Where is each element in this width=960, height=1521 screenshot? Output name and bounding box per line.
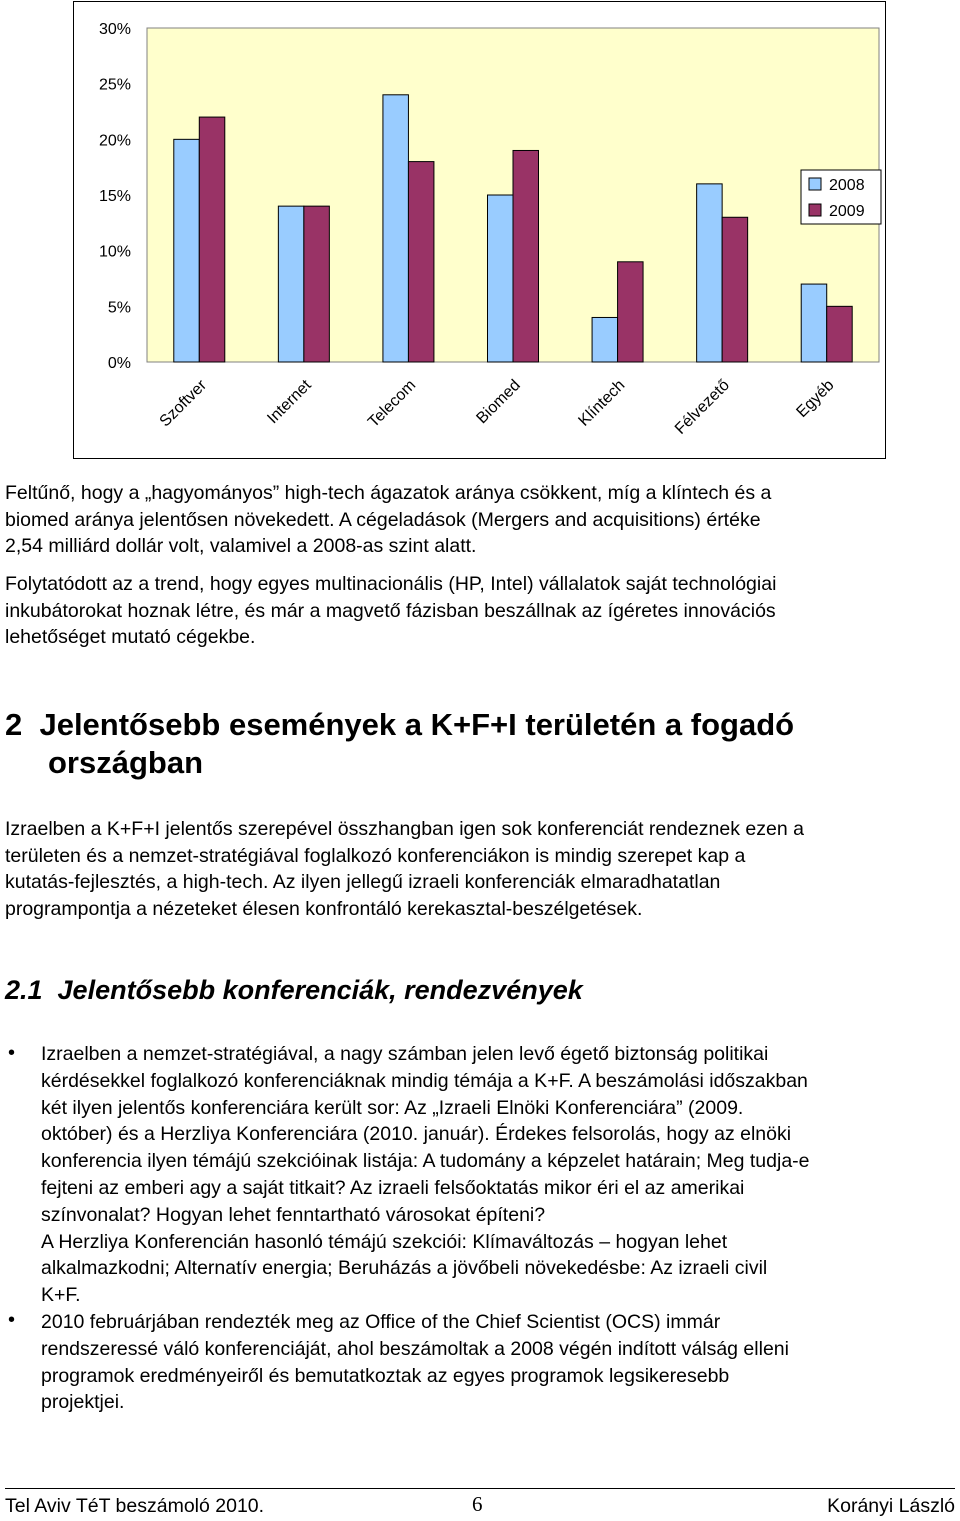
text-line: rendszeressé váló konferenciáját, ahol beszámoltak a 2008 végén indított válság elleni	[41, 1337, 789, 1360]
subsection-heading: 2.1 Jelentősebb konferenciák, rendezvények	[5, 975, 583, 1005]
paragraph-1	[5, 480, 955, 560]
text-line: alkalmazkodni; Alternatív energia; Beruházás a jövőbeli növekedésbe: Az izraeli civil	[41, 1257, 768, 1280]
bar-2008	[174, 139, 200, 362]
legend-swatch	[809, 178, 821, 190]
text-line: fejteni az emberi agy a saját titkait? Az izraeli felsőoktatás mikor éri el az amerikai	[41, 1176, 745, 1199]
text-line: 2,54 milliárd dollár volt, valamivel a 2008-as szint alatt.	[5, 535, 477, 557]
y-tick-label: 0%	[107, 355, 131, 372]
x-tick-label: Telecom	[365, 376, 420, 431]
text-line: biomed aránya jelentősen növekedett. A cégeladások (Mergers and acquisitions) értéke	[5, 508, 761, 531]
text-line: programpontja a nézeteket élesen konfrontáló kerekasztal-beszélgetések.	[5, 897, 643, 920]
y-tick-label: 15%	[98, 188, 131, 205]
legend-swatch	[809, 204, 821, 216]
text-line: 2010 februárjában rendezték meg az Office of the Chief Scientist (OCS) immár	[41, 1311, 721, 1333]
bar-2008	[383, 95, 409, 362]
bar-2009	[199, 117, 225, 362]
text-line: október) és a Herzliya Konferenciára (2010. január). Érdekes felsorolás, hogy az elnöki	[41, 1123, 792, 1146]
text-line: K+F.	[41, 1284, 81, 1307]
y-tick-label: 10%	[98, 243, 131, 261]
bullet-item-1	[41, 1041, 955, 1309]
paragraph-2	[5, 571, 955, 651]
bar-2009	[304, 206, 330, 362]
bar-2008	[278, 206, 304, 362]
bullet-marker: •	[8, 1042, 16, 1064]
paragraph-3	[5, 816, 955, 922]
bullet-item-2	[41, 1309, 955, 1416]
footer-left: Tel Aviv TéT beszámoló 2010.	[5, 1495, 265, 1517]
bar-2009	[618, 262, 644, 362]
text-line: területen és a nemzet-stratégiával foglalkozó konferenciákon is mindig szerepet kap a	[5, 844, 746, 867]
text-line: Folytatódott az a trend, hogy egyes multinacionális (HP, Intel) vállalatok saját technológiai	[5, 573, 777, 595]
text-line: Izraelben a K+F+I jelentős szerepével összhangban igen sok konferenciát rendeznek ezen a	[5, 818, 804, 840]
bar-2009	[827, 306, 853, 362]
text-line: két ilyen jelentős konferenciára került sor: Az „Izraeli Elnöki Konferenciára” (2009.	[41, 1096, 744, 1119]
bar-2008	[697, 184, 723, 362]
text-line: projektjei.	[41, 1391, 125, 1414]
text-line: konferencia ilyen témájú szekcióinak listája: A tudomány a képzelet határain; Meg tudja-e	[41, 1150, 810, 1173]
section-heading-line-2: országban	[48, 745, 204, 780]
text-line: programok eredményeiről és bemutatkoztak az egyes programok legsikeresebb	[41, 1364, 730, 1387]
x-tick-label: Félvezető	[671, 376, 733, 438]
footer-right: Korányi László	[827, 1495, 955, 1517]
legend-label: 2008	[829, 177, 865, 194]
bar-2008	[592, 317, 618, 362]
text-line: kutatás-fejlesztés, a high-tech. Az ilyen jellegű izraeli konferenciák elmaradhatatlan	[5, 871, 721, 893]
bar-2009	[722, 217, 748, 362]
y-tick-label: 30%	[98, 21, 131, 38]
bar-chart	[73, 1, 886, 459]
x-tick-label: Internet	[264, 376, 315, 428]
footer-divider	[5, 1488, 955, 1489]
y-tick-label: 5%	[107, 299, 131, 317]
text-line: Izraelben a nemzet-stratégiával, a nagy számban jelen levő égető biztonság politikai	[41, 1043, 769, 1065]
x-tick-label: Biomed	[473, 376, 524, 428]
text-line: Feltűnő, hogy a „hagyományos” high-tech ágazatok aránya csökkent, míg a klíntech és a	[5, 482, 772, 504]
bullet-marker: •	[8, 1309, 16, 1331]
x-tick-label: Szoftver	[156, 376, 211, 431]
chart-svg	[74, 2, 887, 460]
section-heading-line-1: 2 Jelentősebb események a K+F+I területén a fogadó	[5, 707, 795, 742]
text-line: kérdésekkel foglalkozó konferenciáknak mindig témája a K+F. A beszámolási időszakban	[41, 1069, 808, 1092]
bar-2009	[513, 150, 539, 362]
section-heading	[5, 706, 794, 782]
legend-label: 2009	[829, 203, 865, 220]
text-line: lehetőséget mutató cégekbe.	[5, 626, 256, 648]
y-tick-label: 25%	[98, 76, 131, 94]
bar-2009	[408, 162, 434, 362]
bar-2008	[801, 284, 827, 362]
x-tick-label: Egyéb	[793, 376, 838, 421]
page-number: 6	[472, 1492, 483, 1516]
text-line: inkubátorokat hoznak létre, és már a magvető fázisban beszállnak az ígéretes innovációs	[5, 599, 776, 622]
x-tick-label: Klíntech	[575, 376, 629, 430]
y-tick-label: 20%	[98, 132, 131, 150]
bar-2008	[488, 195, 514, 362]
text-line: színvonalat? Hogyan lehet fenntartható városokat építeni?	[41, 1203, 546, 1226]
text-line: A Herzliya Konferencián hasonló témájú szekciói: Klímaváltozás – hogyan lehet	[41, 1230, 728, 1253]
